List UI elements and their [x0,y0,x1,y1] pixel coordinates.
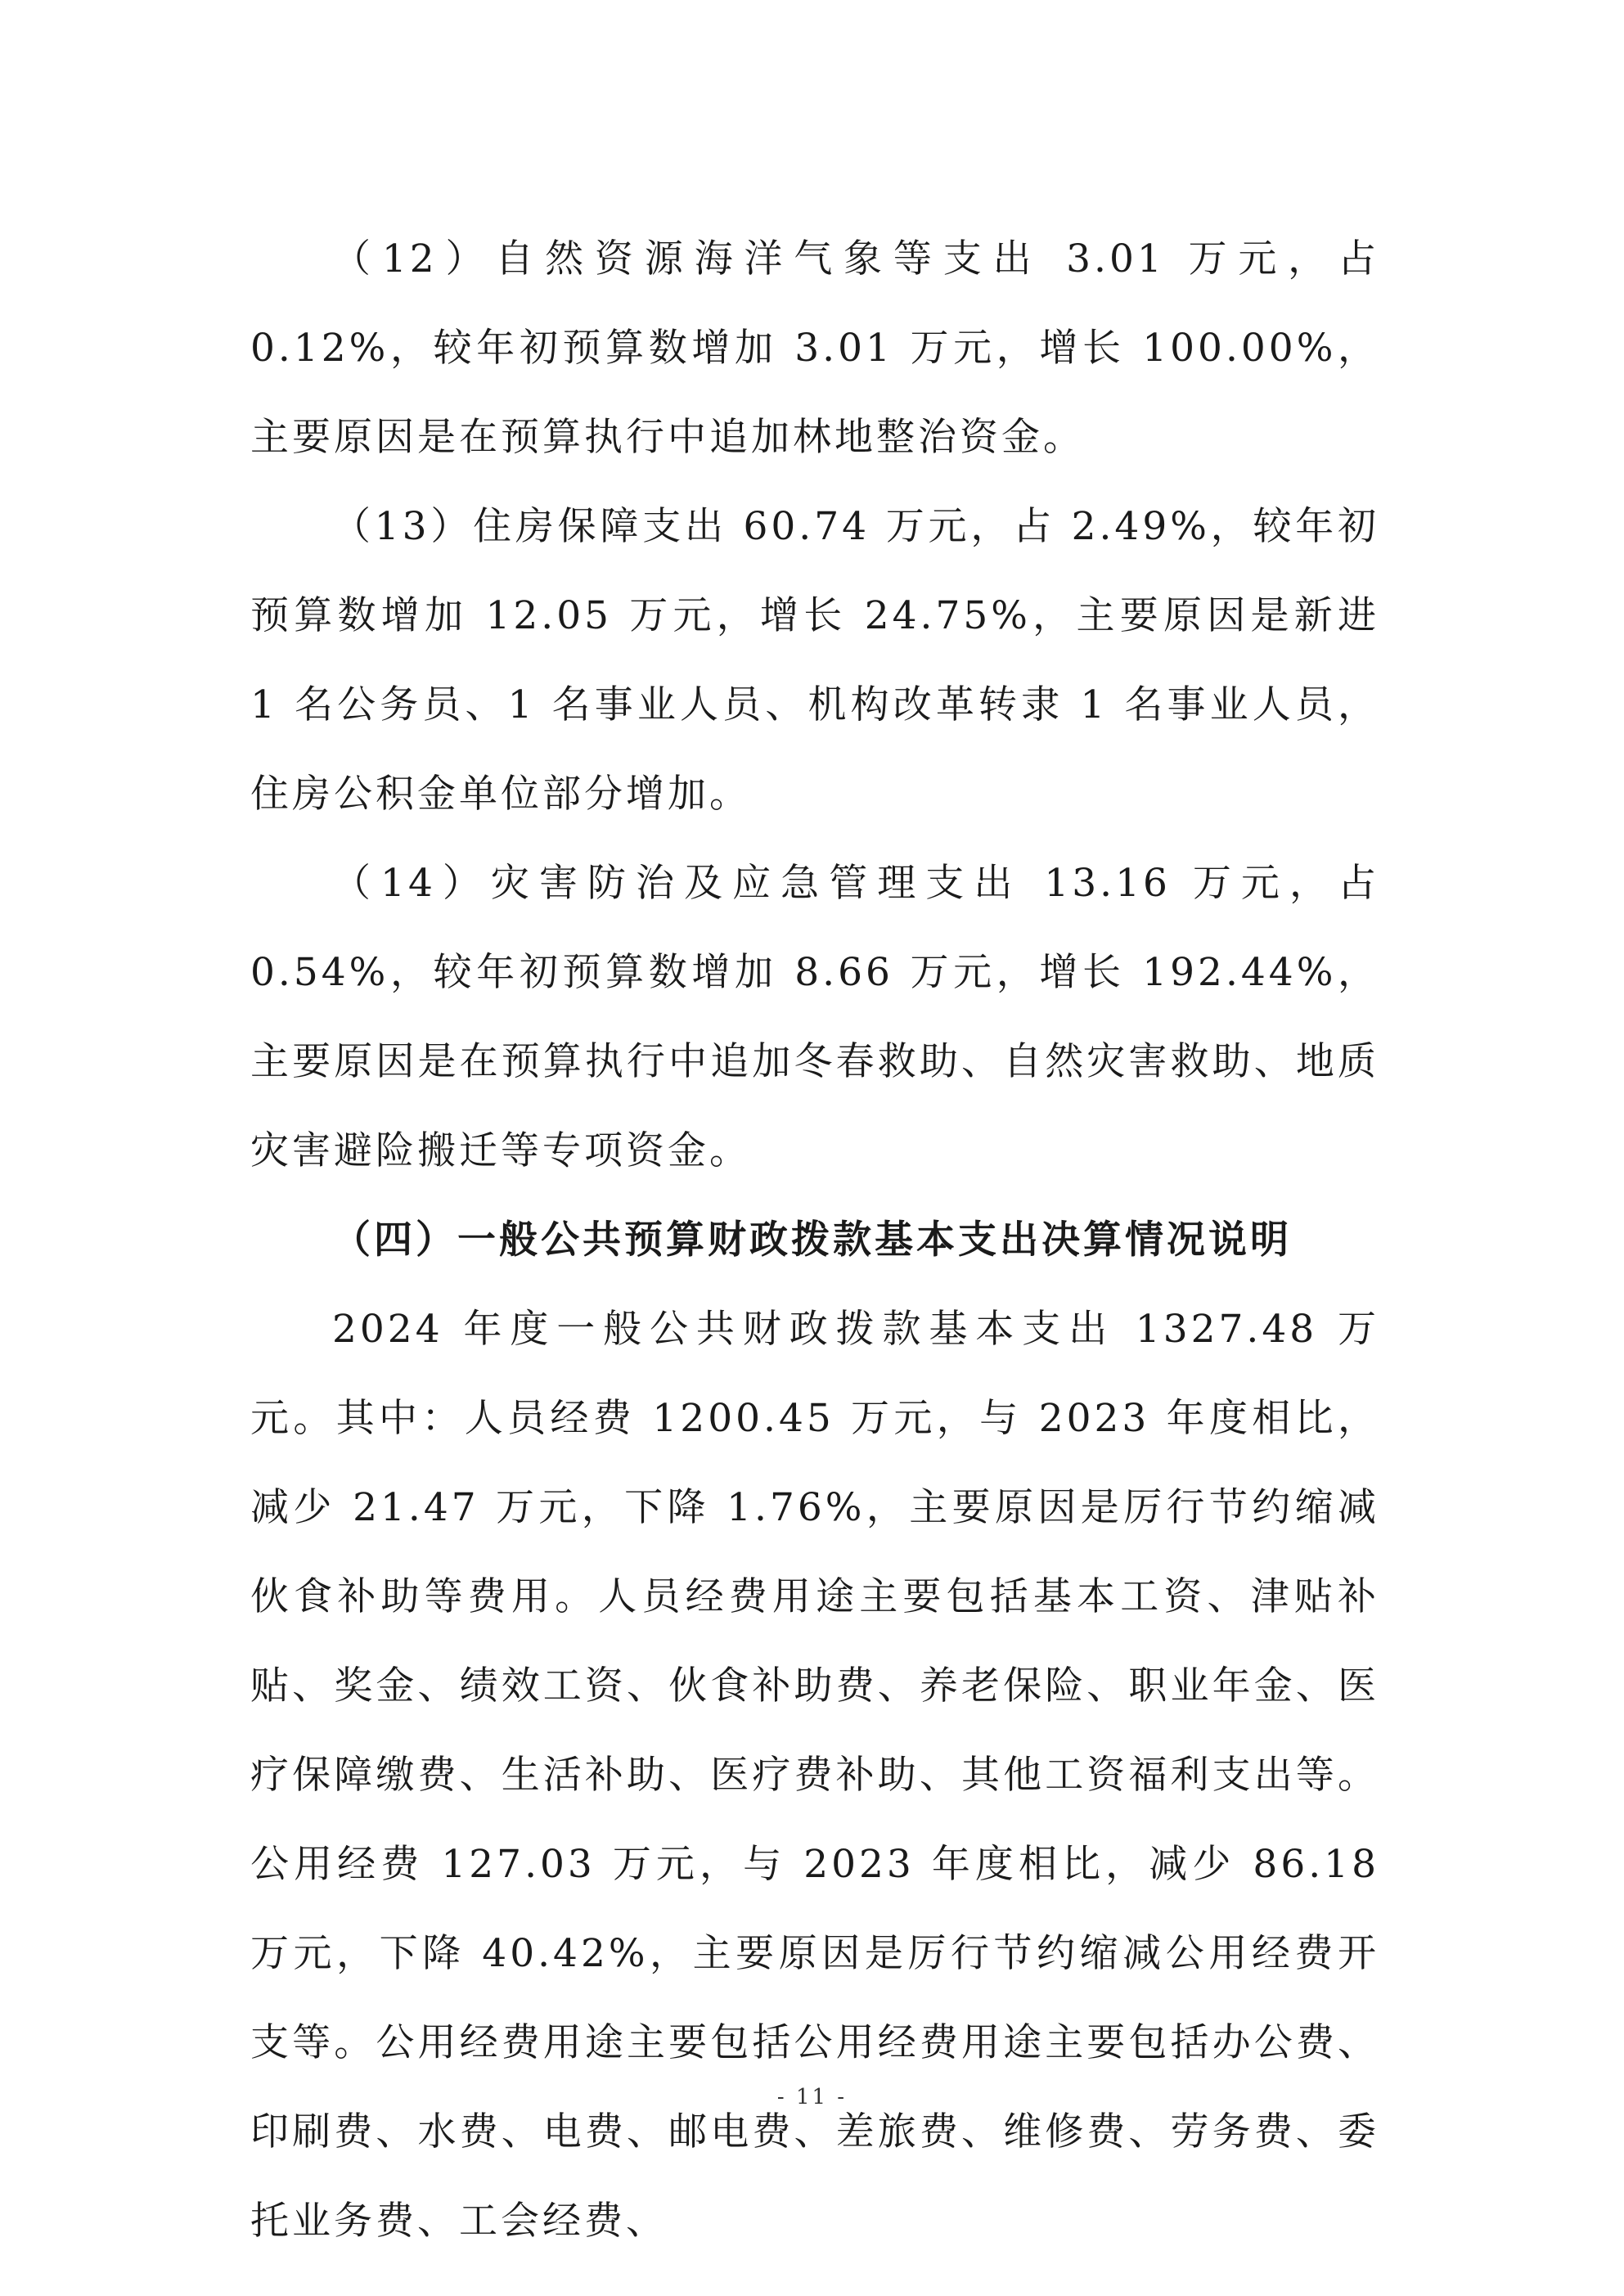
paragraph-basic-expenditure: 2024 年度一般公共财政拨款基本支出 1327.48 万元。其中：人员经费 1200.45 万元，与 2023 年度相比，减少 21.47 万元，下降 1.76%，主要原因是厉行节约缩减伙食补助等费用。人员经费用途主要包括基本工资、津贴补贴、奖金、绩效工资、伙食补助费、养老保险、职业年金、医疗保障缴费、生活补助、医疗费补助、其他工资福利支出等。公用经费 127.03 万元，与 2023 年度相比，减少 86.18 万元，下降 40.42%，主要原因是厉行节约缩减公用经费开支等。公用经费用途主要包括公用经费用途主要包括办公费、印刷费、水费、电费、邮电费、差旅费、维修费、劳务费、委托业务费、工会经费、 [250,1307,1379,2244]
section-heading: （四）一般公共预算财政拨款基本支出决算情况说明 [332,1218,1292,1263]
paragraph-housing: （13）住房保障支出 60.74 万元，占 2.49%，较年初预算数增加 12.05 万元，增长 24.75%，主要原因是新进 1 名公务员、1 名事业人员、机构改革转隶 1 名事业人员，住房公积金单位部分增加。 [250,504,1379,817]
paragraph-natural-resources: （12）自然资源海洋气象等支出 3.01 万元，占 0.12%，较年初预算数增加 3.01 万元，增长 100.00%，主要原因是在预算执行中追加林地整治资金。 [250,236,1379,460]
paragraph-disaster-prevention: （14）灾害防治及应急管理支出 13.16 万元，占 0.54%，较年初预算数增加 8.66 万元，增长 192.44%，主要原因是在预算执行中追加冬春救助、自然灾害救助、地质灾害避险搬迁等专项资金。 [250,861,1379,1173]
document-body [250,214,1379,2266]
page-number: - 11 - [776,2085,848,2109]
